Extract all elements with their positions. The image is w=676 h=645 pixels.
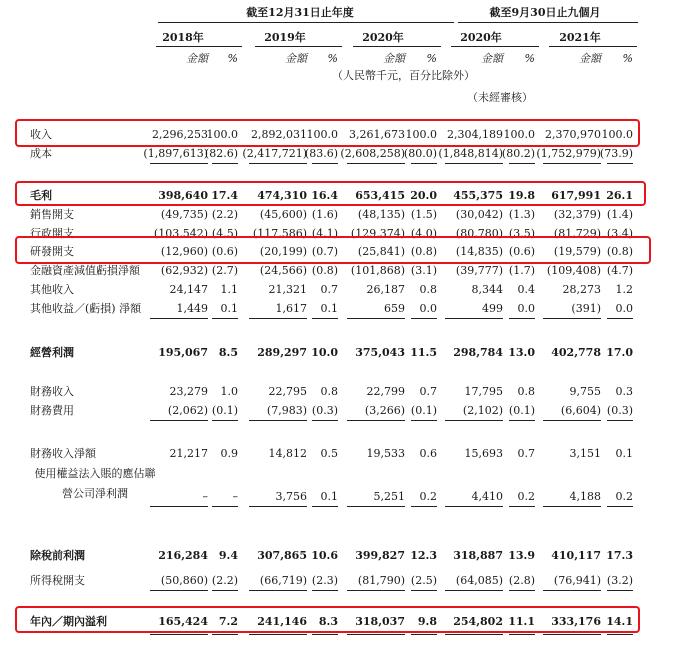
percent-cell: 0.2 <box>615 490 633 503</box>
amount-cell: (30,042) <box>455 208 503 221</box>
row-label: 使用權益法入賬的應佔聯 營公司淨利潤 <box>34 467 156 500</box>
year-rule <box>451 46 539 47</box>
percent-cell: 16.4 <box>311 189 338 202</box>
amount-cell: 398,640 <box>158 189 208 202</box>
sum-rule <box>150 420 208 421</box>
year-rule <box>255 46 342 47</box>
percent-cell: 0.2 <box>517 490 535 503</box>
amount-cell: 499 <box>482 302 503 315</box>
sum-rule <box>607 420 633 421</box>
highlight-gross-profit <box>15 181 646 206</box>
amount-cell: 22,799 <box>366 385 405 398</box>
sum-rule <box>249 506 307 507</box>
percent-cell: 0.3 <box>615 385 633 398</box>
percent-cell: (82.6) <box>204 147 238 160</box>
percent-cell: (4.1) <box>311 227 338 240</box>
sum-rule <box>445 420 503 421</box>
percent-cell: 0.1 <box>220 302 238 315</box>
period-year-rule <box>158 22 454 23</box>
row-label: 成本 <box>30 147 52 160</box>
amount-cell: 474,310 <box>257 189 307 202</box>
sum-rule <box>347 506 405 507</box>
percent-cell: (0.6) <box>508 245 535 258</box>
percent-cell: (0.3) <box>606 404 633 417</box>
sum-rule <box>411 506 437 507</box>
percent-cell: (2.8) <box>508 574 535 587</box>
sum-rule <box>509 420 535 421</box>
sum-rule <box>347 420 405 421</box>
amount-cell: 21,217 <box>169 447 208 460</box>
percent-cell: 26.1 <box>606 189 633 202</box>
amount-cell: 2,304,189 <box>447 128 503 141</box>
amount-cell: (14,835) <box>455 245 503 258</box>
amount-cell: 254,802 <box>453 615 503 628</box>
amount-cell: (76,941) <box>553 574 601 587</box>
percent-cell: (2.5) <box>410 574 437 587</box>
amount-cell: 399,827 <box>355 549 405 562</box>
amount-cell: (6,604) <box>560 404 601 417</box>
amount-cell: 2,370,970 <box>545 128 601 141</box>
percent-cell: 0.2 <box>419 490 437 503</box>
amount-cell: (66,719) <box>259 574 307 587</box>
percent-cell: (2.2) <box>211 208 238 221</box>
amount-header: 金額 <box>579 52 601 65</box>
double-rule <box>445 634 503 635</box>
amount-cell: (129,374) <box>350 227 405 240</box>
row-label: 所得稅開支 <box>30 574 85 587</box>
sum-rule <box>607 318 633 319</box>
percent-cell: 0.9 <box>220 447 238 460</box>
double-rule <box>249 634 307 635</box>
amount-cell: (7,983) <box>266 404 307 417</box>
sum-rule <box>212 420 238 421</box>
percent-cell: (1.7) <box>508 264 535 277</box>
percent-cell: 19.8 <box>508 189 535 202</box>
percent-cell: 17.3 <box>606 549 633 562</box>
amount-cell: 4,410 <box>471 490 503 503</box>
percent-cell: – <box>232 490 238 503</box>
percent-cell: 100.0 <box>503 128 535 141</box>
percent-cell: (0.8) <box>311 264 338 277</box>
percent-cell: 13.0 <box>508 346 535 359</box>
amount-cell: 375,043 <box>355 346 405 359</box>
sum-rule <box>445 590 503 591</box>
percent-cell: 9.8 <box>417 615 437 628</box>
amount-cell: 17,795 <box>464 385 503 398</box>
amount-cell: 14,812 <box>268 447 307 460</box>
percent-cell: 10.6 <box>311 549 338 562</box>
amount-cell: 455,375 <box>453 189 503 202</box>
percent-cell: (1.6) <box>311 208 338 221</box>
row-label: 收入 <box>30 128 52 141</box>
sum-rule <box>249 590 307 591</box>
percent-cell: 100.0 <box>206 128 238 141</box>
amount-cell: 19,533 <box>366 447 405 460</box>
percent-cell: 100.0 <box>601 128 633 141</box>
percent-header: % <box>426 52 437 65</box>
amount-cell: 24,147 <box>169 283 208 296</box>
percent-cell: (2.3) <box>311 574 338 587</box>
amount-cell: (64,085) <box>455 574 503 587</box>
amount-cell: (101,868) <box>350 264 405 277</box>
amount-cell: (109,408) <box>546 264 601 277</box>
percent-cell: 0.7 <box>517 447 535 460</box>
percent-cell: (2.2) <box>211 574 238 587</box>
percent-cell: (1.4) <box>606 208 633 221</box>
percent-cell: (3.1) <box>410 264 437 277</box>
double-rule <box>312 634 338 635</box>
percent-cell: 1.1 <box>220 283 238 296</box>
amount-cell: – <box>202 490 208 503</box>
percent-cell: (2.7) <box>211 264 238 277</box>
amount-cell: 216,284 <box>158 549 208 562</box>
sum-rule <box>445 318 503 319</box>
percent-cell: 0.1 <box>320 302 338 315</box>
percent-cell: 7.2 <box>218 615 238 628</box>
percent-cell: 17.4 <box>211 189 238 202</box>
amount-cell: 307,865 <box>257 549 307 562</box>
sum-rule <box>445 163 503 164</box>
sum-rule <box>509 590 535 591</box>
amount-cell: (1,752,979) <box>536 147 601 160</box>
amount-cell: (2,608,258) <box>340 147 405 160</box>
amount-cell: (25,841) <box>357 245 405 258</box>
sum-rule <box>312 163 338 164</box>
double-rule <box>607 634 633 635</box>
percent-cell: (3.5) <box>508 227 535 240</box>
sum-rule <box>543 420 601 421</box>
period-year-header: 截至12月31日止年度 <box>246 6 354 19</box>
amount-cell: 298,784 <box>453 346 503 359</box>
percent-cell: (4.5) <box>211 227 238 240</box>
percent-cell: (1.5) <box>410 208 437 221</box>
amount-cell: (50,860) <box>160 574 208 587</box>
percent-cell: 0.7 <box>419 385 437 398</box>
row-label: 銷售開支 <box>30 208 74 221</box>
percent-cell: 11.1 <box>508 615 535 628</box>
percent-cell: 12.3 <box>410 549 437 562</box>
sum-rule <box>543 318 601 319</box>
sum-rule <box>607 590 633 591</box>
year-header: 2018年 <box>162 31 204 44</box>
percent-cell: (0.6) <box>211 245 238 258</box>
percent-header: % <box>524 52 535 65</box>
percent-cell: (3.4) <box>606 227 633 240</box>
sum-rule <box>347 318 405 319</box>
percent-cell: (0.8) <box>606 245 633 258</box>
amount-cell: (2,102) <box>462 404 503 417</box>
amount-cell: 659 <box>384 302 405 315</box>
amount-cell: 2,296,253 <box>152 128 208 141</box>
amount-cell: 402,778 <box>551 346 601 359</box>
percent-cell: (3.2) <box>606 574 633 587</box>
sum-rule <box>212 506 238 507</box>
percent-cell: 0.4 <box>517 283 535 296</box>
amount-cell: (39,777) <box>455 264 503 277</box>
percent-cell: 1.2 <box>615 283 633 296</box>
percent-cell: 0.0 <box>615 302 633 315</box>
amount-cell: 318,887 <box>453 549 503 562</box>
amount-header: 金額 <box>383 52 405 65</box>
percent-cell: (0.7) <box>311 245 338 258</box>
amount-cell: 318,037 <box>355 615 405 628</box>
amount-header: 金額 <box>481 52 503 65</box>
amount-cell: (62,932) <box>160 264 208 277</box>
amount-cell: 617,991 <box>551 189 601 202</box>
amount-cell: (81,729) <box>553 227 601 240</box>
amount-cell: 653,415 <box>355 189 405 202</box>
sum-rule <box>411 420 437 421</box>
amount-cell: 165,424 <box>158 615 208 628</box>
percent-cell: (0.8) <box>410 245 437 258</box>
percent-cell: 0.8 <box>419 283 437 296</box>
amount-cell: (3,266) <box>364 404 405 417</box>
percent-cell: 0.0 <box>419 302 437 315</box>
amount-cell: 3,151 <box>569 447 601 460</box>
row-label: 財務費用 <box>30 404 74 417</box>
amount-cell: (48,135) <box>357 208 405 221</box>
percent-cell: (0.1) <box>410 404 437 417</box>
amount-cell: 3,756 <box>275 490 307 503</box>
percent-cell: 0.1 <box>615 447 633 460</box>
percent-cell: 0.1 <box>320 490 338 503</box>
percent-cell: 11.5 <box>410 346 437 359</box>
double-rule <box>509 634 535 635</box>
sum-rule <box>312 590 338 591</box>
row-label: 財務收入淨額 <box>30 447 96 460</box>
percent-cell: (4.7) <box>606 264 633 277</box>
sum-rule <box>249 318 307 319</box>
row-label: 毛利 <box>30 189 52 202</box>
percent-cell: 0.6 <box>419 447 437 460</box>
highlight-rnd-expense <box>15 236 651 264</box>
amount-cell: 8,344 <box>471 283 503 296</box>
percent-header: % <box>327 52 338 65</box>
amount-cell: 28,273 <box>562 283 601 296</box>
double-rule <box>543 634 601 635</box>
row-label: 財務收入 <box>30 385 74 398</box>
highlight-revenue <box>15 119 640 147</box>
amount-cell: 333,176 <box>551 615 601 628</box>
sum-rule <box>249 420 307 421</box>
year-rule <box>353 46 441 47</box>
percent-cell: 1.0 <box>220 385 238 398</box>
amount-header: 金額 <box>285 52 307 65</box>
percent-cell: 8.3 <box>318 615 338 628</box>
percent-cell: 17.0 <box>606 346 633 359</box>
amount-cell: (1,848,814) <box>438 147 503 160</box>
percent-cell: (83.6) <box>304 147 338 160</box>
row-label: 金融資產減值虧損淨額 <box>30 264 140 277</box>
sum-rule <box>411 163 437 164</box>
percent-cell: 0.8 <box>517 385 535 398</box>
amount-cell: (12,960) <box>160 245 208 258</box>
percent-header: % <box>227 52 238 65</box>
percent-header: % <box>622 52 633 65</box>
sum-rule <box>607 506 633 507</box>
percent-cell: 8.5 <box>218 346 238 359</box>
sum-rule <box>445 506 503 507</box>
row-label: 其他收入 <box>30 283 74 296</box>
amount-cell: 1,449 <box>176 302 208 315</box>
sum-rule <box>150 590 208 591</box>
percent-cell: (0.1) <box>211 404 238 417</box>
percent-cell: 0.8 <box>320 385 338 398</box>
amount-cell: (24,566) <box>259 264 307 277</box>
percent-cell: 9.4 <box>218 549 238 562</box>
sum-rule <box>411 590 437 591</box>
row-label: 行政開支 <box>30 227 74 240</box>
amount-cell: (80,780) <box>455 227 503 240</box>
sum-rule <box>347 590 405 591</box>
amount-cell: (20,199) <box>259 245 307 258</box>
amount-cell: (2,417,721) <box>242 147 307 160</box>
period-nine-rule <box>458 22 638 23</box>
percent-cell: (4.0) <box>410 227 437 240</box>
percent-cell: 14.1 <box>606 615 633 628</box>
year-rule <box>549 46 637 47</box>
sum-rule <box>607 163 633 164</box>
amount-cell: 26,187 <box>366 283 405 296</box>
sum-rule <box>312 420 338 421</box>
double-rule <box>411 634 437 635</box>
sum-rule <box>312 318 338 319</box>
year-rule <box>156 46 242 47</box>
amount-cell: 3,261,673 <box>349 128 405 141</box>
percent-cell: (80.0) <box>403 147 437 160</box>
amount-cell: 5,251 <box>373 490 405 503</box>
year-header: 2019年 <box>264 31 306 44</box>
amount-cell: 1,617 <box>275 302 307 315</box>
amount-header: 金額 <box>186 52 208 65</box>
sum-rule <box>249 163 307 164</box>
row-label: 年內／期內溢利 <box>30 615 107 628</box>
percent-cell: 10.0 <box>311 346 338 359</box>
percent-cell: (80.2) <box>501 147 535 160</box>
amount-cell: 22,795 <box>268 385 307 398</box>
percent-cell: 0.0 <box>517 302 535 315</box>
amount-cell: 15,693 <box>464 447 503 460</box>
amount-cell: (81,790) <box>357 574 405 587</box>
percent-cell: 0.5 <box>320 447 338 460</box>
sum-rule <box>150 163 208 164</box>
amount-cell: (19,579) <box>553 245 601 258</box>
sum-rule <box>543 506 601 507</box>
unaudited-note: （未經審核） <box>467 91 533 104</box>
percent-cell: (0.3) <box>311 404 338 417</box>
percent-cell: 13.9 <box>508 549 535 562</box>
amount-cell: 195,067 <box>158 346 208 359</box>
sum-rule <box>509 506 535 507</box>
sum-rule <box>509 318 535 319</box>
amount-cell: 23,279 <box>169 385 208 398</box>
double-rule <box>347 634 405 635</box>
row-label: 經營利潤 <box>30 346 74 359</box>
year-header: 2021年 <box>559 31 601 44</box>
percent-cell: (1.3) <box>508 208 535 221</box>
sum-rule <box>509 163 535 164</box>
amount-cell: 4,188 <box>569 490 601 503</box>
amount-cell: (2,062) <box>167 404 208 417</box>
amount-cell: 21,321 <box>268 283 307 296</box>
sum-rule <box>150 318 208 319</box>
sum-rule <box>212 318 238 319</box>
amount-cell: (45,600) <box>259 208 307 221</box>
sum-rule <box>347 163 405 164</box>
sum-rule <box>150 506 208 507</box>
sum-rule <box>212 590 238 591</box>
percent-cell: 20.0 <box>410 189 437 202</box>
row-label: 其他收益／(虧損) 淨額 <box>30 302 142 315</box>
row-label: 研發開支 <box>30 245 74 258</box>
amount-cell: (1,897,613) <box>143 147 208 160</box>
amount-cell: (103,542) <box>153 227 208 240</box>
amount-cell: (391) <box>571 302 601 315</box>
percent-cell: 100.0 <box>306 128 338 141</box>
sum-rule <box>543 163 601 164</box>
year-header: 2020年 <box>460 31 502 44</box>
percent-cell: (73.9) <box>599 147 633 160</box>
double-rule <box>212 634 238 635</box>
percent-cell: 0.7 <box>320 283 338 296</box>
sum-rule <box>312 506 338 507</box>
sum-rule <box>411 318 437 319</box>
amount-cell: (117,586) <box>252 227 307 240</box>
row-label: 除稅前利潤 <box>30 549 85 562</box>
amount-cell: (49,735) <box>160 208 208 221</box>
sum-rule <box>543 590 601 591</box>
percent-cell: 100.0 <box>405 128 437 141</box>
unit-note: （人民幣千元，百分比除外） <box>332 69 475 82</box>
period-nine-header: 截至9月30日止九個月 <box>489 6 601 19</box>
double-rule <box>150 634 208 635</box>
amount-cell: 410,117 <box>551 549 601 562</box>
percent-cell: (0.1) <box>508 404 535 417</box>
amount-cell: 9,755 <box>569 385 601 398</box>
amount-cell: 2,892,031 <box>251 128 307 141</box>
highlight-net-profit <box>15 606 640 633</box>
year-header: 2020年 <box>362 31 404 44</box>
sum-rule <box>212 163 238 164</box>
amount-cell: 289,297 <box>257 346 307 359</box>
amount-cell: (32,379) <box>553 208 601 221</box>
amount-cell: 241,146 <box>257 615 307 628</box>
